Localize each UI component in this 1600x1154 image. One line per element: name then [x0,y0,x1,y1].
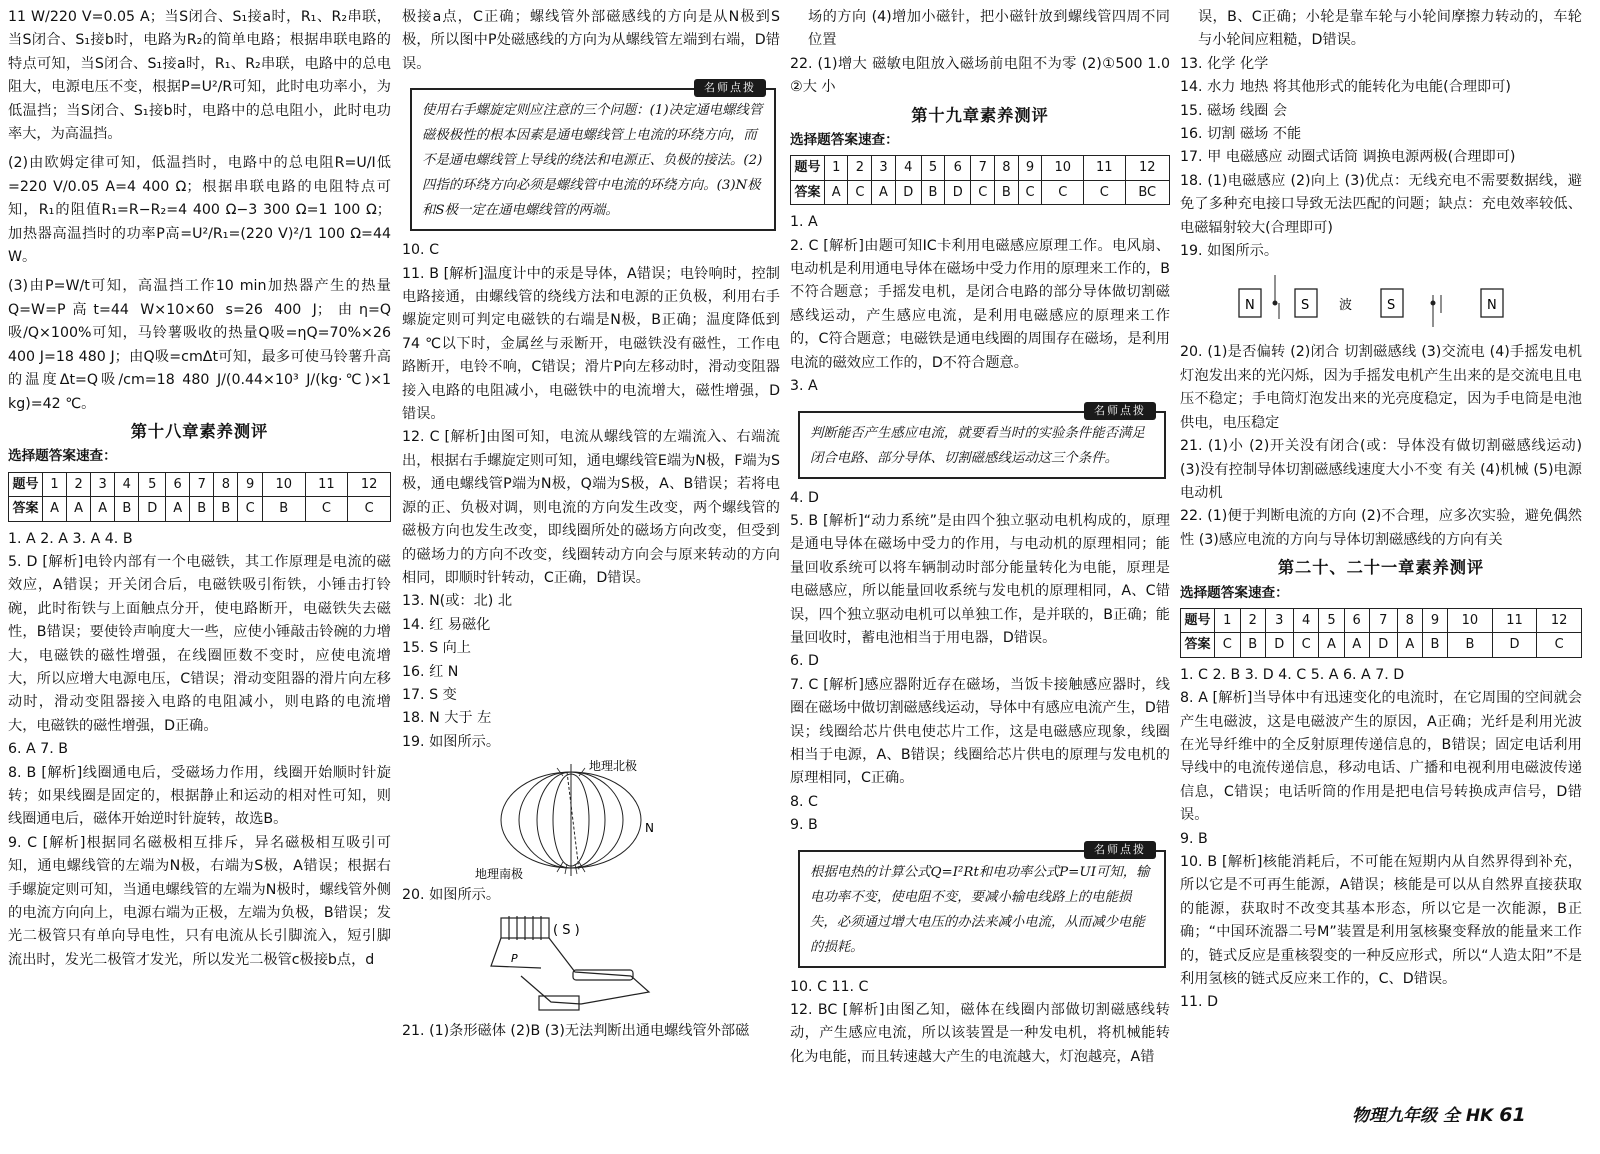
table-cell: 2 [1240,608,1265,632]
table-cell: B [115,497,139,521]
subject-label: 物理九年级 全 HK [1352,1106,1494,1126]
table-cell: 2 [848,156,872,180]
figure-label: 波 [1339,298,1353,314]
answer-line: 12. BC [解析]由图乙知，磁体在线圈内部做切割磁感线转动，产生感应电流，所以该装置是一种发电机，将机械能转化为电能，而且转速越大产生的电流越大，灯泡越亮，A错 [790,1002,1170,1065]
answer-table [8,472,391,522]
figure-label: ( S ) [553,922,580,938]
table-cell: 6 [945,156,971,180]
answer-line: 22. (1)增大 磁敏电阻放入磁场前电阻不为零 (2)①500 1.0 ②大 小 [790,55,1170,96]
table-cell: 1 [1215,608,1241,632]
table-cell: 题号 [9,472,43,496]
table-cell: 10 [1042,156,1084,180]
answer-line: 20. 如图所示。 [402,887,501,904]
table-row [9,472,391,496]
text-block: 11 W/220 V=0.05 A；当S闭合、S₁接a时，R₁、R₂串联，当S闭合、S₁接b时，电路为R₂的简单电路；根据串联电路的特点可知，当S闭合、S₁接a时，R₁、R₂串联，电路中的总电阻大，电源电压不变，根据P=U²/R可知，此时电功率小，为低温挡；当S闭合、S₁接b时，电路中的总电阻小，此时电功率大，为高温挡。 [8,9,391,143]
table-cell: 11 [1083,156,1125,180]
answer-line: 11. D [1180,994,1218,1011]
answer-line: 15. 磁场 线圈 会 [1180,102,1288,119]
table-row [9,497,391,521]
table-cell: B [190,497,214,521]
chapter-title: 第十九章素养测评 [911,105,1049,125]
table-cell: 9 [1018,156,1042,180]
answer-line: 19. 如图所示。 [402,733,501,750]
answer-line: 9. B [1180,830,1208,847]
answer-line: 14. 水力 地热 将其他形式的能转化为电能(合理即可) [1180,79,1511,96]
table-cell: 9 [1422,608,1447,632]
answer-line: 21. (1)条形磁体 (2)B (3)无法判断出通电螺线管外部磁 [402,1022,750,1039]
table-cell: D [1492,633,1537,657]
earth-magnetic-field-figure [471,758,711,880]
table-cell: 答案 [1181,633,1215,657]
table-cell: B [921,180,944,204]
table-cell: A [1344,633,1369,657]
tip-text: 使用右手螺旋定则应注意的三个问题：(1)决定通电螺线管磁极极性的根本因素是通电螺线管上电流的环绕方向，而不是通电螺线管上导线的绕法和电源正、负极的接法。(2)四指的环绕方向必须是螺线管中电流的环绕方向。(3)N极和S极一定在通电螺线管的两端。 [422,103,763,219]
answer-line: 18. (1)电磁感应 (2)向上 (3)优点：无线充电不需要数据线，避免了多种充电接口导致无法匹配的问题；缺点：充电效率较低、电磁辐射较大(合理即可) [1180,172,1582,236]
answer-line: 1. A 2. A 3. A 4. B [8,530,133,547]
table-cell: 12 [1125,156,1170,180]
table-cell: C [848,180,872,204]
tip-box [798,842,1166,968]
column-2 [402,6,780,1043]
table-cell: B [1422,633,1447,657]
table-cell: D [139,497,166,521]
answer-line: 10. B [解析]核能消耗后，不可能在短期内从自然界得到补充，所以它是不可再生能源，A错误；核能是可以从自然界直接获取的能源，获取时不改变其基本形态，所以它是一次能源，B正确；“中国环流器二号M”装置是利用氢核聚变释放的能量来工作的，链式反应是重核裂变的一种反应形式，所以“人造太阳”不是利用氢核的链式反应来工作的，C、D错误。 [1180,854,1582,988]
table-cell: B [262,497,305,521]
tip-badge: 名师点拨 [1084,841,1156,859]
answer-line: 13. 化学 化学 [1180,55,1269,72]
text-block: 场的方向 (4)增加小磁针，把小磁针放到螺线管四周不同位置 [808,9,1170,49]
table-cell: D [1265,633,1293,657]
table-cell: 5 [1319,608,1344,632]
column-3 [790,6,1170,1069]
magnet-pole-label: S [1301,298,1310,314]
table-cell: 3 [872,156,895,180]
table-cell: B [1240,633,1265,657]
answer-line: 1. C 2. B 3. D 4. C 5. A 6. A 7. D [1180,666,1405,683]
table-cell: A [91,497,115,521]
answer-line: 8. C [790,793,818,810]
chapter-title: 第十八章素养测评 [130,421,269,441]
table-cell: 4 [115,472,139,496]
table-cell: A [872,180,895,204]
table-cell: 3 [91,472,115,496]
table-cell: 2 [67,472,91,496]
answer-line: 19. 如图所示。 [1180,243,1279,260]
table-cell: C [1018,180,1042,204]
magnet-pair-figure [1231,267,1531,337]
page-footer [1352,1104,1526,1128]
table-cell: A [43,497,67,521]
table-cell: 题号 [791,156,825,180]
answer-line: 17. 甲 电磁感应 动圈式话筒 调换电源两极(合理即可) [1180,149,1516,166]
quick-answer-label: 选择题答案速查： [8,448,117,465]
tip-badge: 名师点拨 [1084,402,1156,420]
answer-table [790,155,1170,205]
table-cell: C [1537,633,1582,657]
table-cell: B [1448,633,1493,657]
tip-box [410,81,776,231]
table-row [1181,608,1582,632]
table-cell: C [1215,633,1241,657]
table-cell: B [214,497,238,521]
answer-line: 8. A [解析]当导体中有迅速变化的电流时，在它周围的空间就会产生电磁波，这是电磁波产生的原因，A正确；光纤是利用光波在光导纤维中的全反射原理传递信息的，B错误；固定电话利用导线中的电流传递信息，移动电话、广播和电视利用电磁波传递信息，C错误；电话听筒的作用是把电信号转换成声信号，D错误。 [1180,690,1582,824]
figure-label: P [511,951,518,965]
answer-line: 6. A 7. B [8,741,69,758]
table-cell: C [1293,633,1319,657]
answer-line: 8. B [解析]线圈通电后，受磁场力作用，线圈开始顺时针旋转；如果线圈是固定的，根据静止和运动的相对性可知，则线圈通电后，磁体开始逆时针旋转，故选B。 [8,764,391,828]
text-block: 误，B、C正确；小轮是靠车轮与小轮间摩擦力转动的，车轮与小轮间应粗糙，D错误。 [1198,9,1582,49]
answer-line: 16. 切割 磁场 不能 [1180,126,1302,143]
table-cell: 答案 [9,497,43,521]
table-cell: D [895,180,921,204]
table-cell: C [305,497,348,521]
table-cell: C [1083,180,1125,204]
answer-line: 14. 红 易磁化 [402,616,491,633]
answer-line: 10. C 11. C [790,978,869,995]
answer-line: 15. S 向上 [402,640,471,657]
tip-badge: 名师点拨 [694,79,766,97]
answer-line: 22. (1)便于判断电流的方向 (2)不合理，应多次实验，避免偶然性 (3)感应电流的方向与导体切割磁感线的方向有关 [1180,508,1582,548]
table-cell: B [995,180,1018,204]
table-cell: A [1397,633,1422,657]
answer-line: 5. B [解析]“动力系统”是由四个独立驱动电机构成的，原理是通电导体在磁场中受力的作用，与电动机的原理相同；能量回收系统可以将车辆制动时部分能量转化为电能，原理是电磁感应，所以能量回收系统与发电机的原理相同，A、C错误，四个独立驱动电机可以单独工作，是并联的，B正确；能量回收时，蓄电池相当于用电器，D错误。 [790,512,1170,646]
magnet-pole-label: S [1387,298,1396,314]
answer-line: 20. (1)是否偏转 (2)闭合 切割磁感线 (3)交流电 (4)手摇发电机灯泡发出来的光闪烁，因为手摇发电机产生出来的是交流电且电压不稳定；手电筒灯泡发出来的光亮度稳定，因为手电筒是电池供电，电压稳定 [1180,344,1582,431]
table-cell: C [1042,180,1084,204]
text-block: (2)由欧姆定律可知，低温挡时，电路中的总电阻R=U/I低=220 V/0.05 A=4 400 Ω；根据串联电路的电阻特点可知，R₁的阻值R₁=R−R₂=4 400 Ω−3 300 Ω=1 100 Ω；加热器高温挡时的功率P高=U²/R₁=(220 V)²/1 100 Ω=44 W。 [8,155,391,266]
table-cell: 6 [1344,608,1369,632]
table-cell: C [348,497,391,521]
answer-line: 1. A [790,214,818,231]
magnet-pole-label: N [1487,298,1497,314]
answer-line: 2. C [解析]由题可知IC卡利用电磁感应原理工作。电风扇、电动机是利用通电导体在磁场中受力作用的原理来工作的，B不符合题意；手摇发电机，是闭合电路的部分导体做切割磁感线运动，产生感应电流，是利用电磁感应的原理来工作的，C符合题意；电磁铁是通电线圈的周围存在磁场，是利用电流的磁效应工作的，D不符合题意。 [790,237,1170,371]
answer-line: 4. D [790,489,819,506]
table-cell: A [166,497,190,521]
answer-line: 7. C [解析]感应器附近存在磁场，当饭卡接触感应器时，线圈在磁场中做切割磁感线运动，导体中有感应电流产生，D错误；线圈给芯片供电使芯片工作，这是电磁感应现象，线圈相当于电源，A、B错误；线圈给芯片供电的原理与发电机的原理相同，C正确。 [790,676,1170,787]
figure-label: N [645,821,654,836]
table-cell: 5 [139,472,166,496]
tip-text: 根据电热的计算公式Q=I²Rt和电功率公式P=UI可知，输电功率不变，使电阻不变，要减小输电线路上的电能损失，必须通过增大电压的办法来减小电流，从而减少电能的损耗。 [810,864,1150,955]
answer-line: 10. C [402,242,439,259]
figure-label: 地理南极 [475,867,524,881]
tip-text: 判断能否产生感应电流，就要看当时的实验条件能否满足闭合电路、部分导体、切割磁感线运动这三个条件。 [810,425,1145,466]
table-cell: 4 [895,156,921,180]
table-cell: C [238,497,263,521]
answer-line: 5. D [解析]电铃内部有一个电磁铁，其工作原理是电流的磁效应，A错误；开关闭合后，电磁铁吸引衔铁，小锤击打铃碗，此时衔铁与上面触点分开，使电路断开，电磁铁失去磁性，B错误；要使铃声响度大一些，应使小锤敲击铃碗的力增大，电磁铁的磁性增强，在线圈匝数不变时，应使电流增大，所以应增大电源电压，C错误；滑动变阻器的滑片向左移动时，滑动变阻器接入电路的电阻减小，则电路的电流增大，电磁铁的磁性增强，D正确。 [8,553,391,734]
answer-line: 9. B [790,817,818,834]
table-cell: 11 [305,472,348,496]
table-cell: 6 [166,472,190,496]
table-cell: 答案 [791,180,825,204]
table-cell: 10 [1448,608,1493,632]
table-cell: 9 [238,472,263,496]
table-cell: 11 [1492,608,1537,632]
table-cell: 5 [921,156,944,180]
answer-line: 3. A [790,378,818,395]
answer-line: 18. N 大于 左 [402,710,492,727]
answer-table [1180,608,1582,658]
table-cell: A [825,180,848,204]
table-cell: 4 [1293,608,1319,632]
electromagnet-circuit-figure [481,912,701,1016]
table-cell: 3 [1265,608,1293,632]
answer-line: 6. D [790,653,819,670]
table-cell: A [1319,633,1344,657]
table-cell: 12 [1537,608,1582,632]
table-cell: 1 [43,472,67,496]
column-4 [1180,6,1582,1015]
table-cell: 题号 [1181,608,1215,632]
figure-label: 地理北极 [589,759,638,774]
text-block: 极接a点，C正确；螺线管外部磁感线的方向是从N极到S极，所以图中P处磁感线的方向为从螺线管左端到右端，D错误。 [402,9,780,72]
table-cell: 8 [1397,608,1422,632]
table-cell: 7 [1369,608,1397,632]
table-row [1181,633,1582,657]
table-cell: 1 [825,156,848,180]
tip-box [798,403,1166,479]
table-cell: 7 [190,472,214,496]
answer-line: 11. B [解析]温度计中的汞是导体，A错误；电铃响时，控制电路接通，由螺线管的绕线方法和电源的正负极，利用右手螺旋定则可判定电磁铁的右端是N极，B正确；温度降低到74 ℃以下时，金属丝与汞断开，电磁铁没有磁性，工作电路断开，电铃不响，C错误；滑片P向左移动时，滑动变阻器接入电路的电阻减小，电磁铁中的电流增大，磁性增强，D错误。 [402,265,780,423]
table-cell: 7 [971,156,995,180]
table-cell: 8 [995,156,1018,180]
quick-answer-label: 选择题答案速查： [790,132,899,149]
table-cell: D [945,180,971,204]
table-row [791,156,1170,180]
answer-line: 13. N(或：北) 北 [402,593,513,610]
answer-line: 21. (1)小 (2)开关没有闭合(或：导体没有做切割磁感线运动) (3)没有控制导体切割磁感线速度大小不变 有关 (4)机械 (5)电源 电动机 [1180,438,1582,501]
answer-line: 9. C [解析]根据同名磁极相互排斥，异名磁极相互吸引可知，通电螺线管的左端为N极，右端为S极，A错误；根据右手螺旋定则可知，当通电螺线管的左端为N极时，螺线管外侧的电流方向向上，电源右端为正极，左端为负极，B错误；发光二极管只有单向导电性，只有电流从长引脚流入，短引脚流出时，发光二极管才发光，所以发光二极管c极接b点，d [8,834,391,968]
table-row [791,180,1170,204]
table-cell: BC [1125,180,1170,204]
answer-line: 17. S 变 [402,686,457,703]
magnet-pole-label: N [1245,298,1255,314]
table-cell: C [971,180,995,204]
table-cell: 12 [348,472,391,496]
quick-answer-label: 选择题答案速查： [1180,584,1289,601]
table-cell: 10 [262,472,305,496]
answer-line: 12. C [解析]由图可知，电流从螺线管的左端流入、右端流出，根据右手螺旋定则可知，通电螺线管E端为N极，F端为S极，通电螺线管P端为N极，Q端为S极，A、B错误；若将电源的正、负极对调，则电流的方向发生改变，两个螺线管的磁极方向也发生改变，即线圈所处的磁场方向改变，但受到的磁场力的方向不改变，线圈转动方向会与原来转动的方向相同，即顺时针转动，C正确，D错误。 [402,429,780,586]
table-cell: 8 [214,472,238,496]
text-block: (3)由P=W/t可知，高温挡工作10 min加热器产生的热量Q=W=P高t=44 W×10×60 s=26 400 J；由η=Q吸/Q×100%可知，马铃薯吸收的热量Q吸=ηQ=70%×26 400 J=18 480 J；由Q吸=cmΔt可知，最多可使马铃薯升高的温度Δt=Q吸/cm=18 480 J/(0.44×10³ J/(kg·℃)×1 kg)=42 ℃。 [8,278,391,412]
table-cell: A [67,497,91,521]
column-1 [8,6,391,972]
page-number: 61 [1499,1104,1526,1126]
answer-line: 16. 红 N [402,663,459,680]
table-cell: D [1369,633,1397,657]
chapter-title: 第二十、二十一章素养测评 [1277,558,1485,578]
